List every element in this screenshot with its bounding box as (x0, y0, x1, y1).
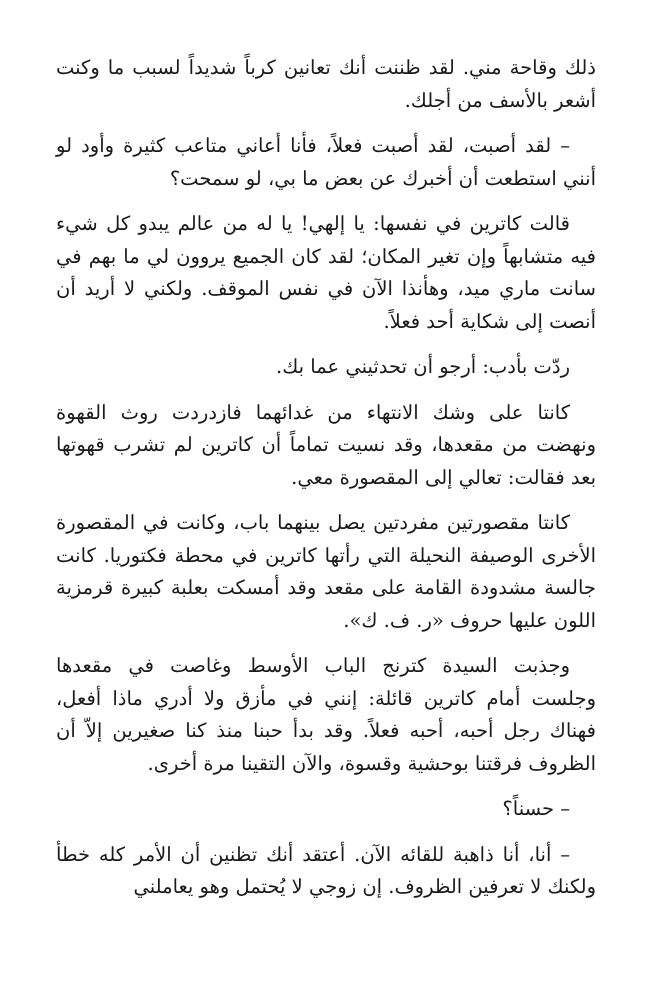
paragraph-2: – لقد أصبت، لقد أصبت فعلاً، فأنا أعاني متاعب كثيرة وأود لو أنني استطعت أن أخبرك عن بعض ما بي، لو سمحت؟ (56, 134, 596, 190)
paragraph-1: ذلك وقاحة مني. لقد ظننت أنك تعانين كرباً شديداً لسبب ما وكنت أشعر بالأسف من أجلك. (56, 56, 596, 112)
paragraph-5: كانتا على وشك الانتهاء من غدائهما فازدردت روث القهوة ونهضت من مقعدها، وقد نسيت تماماً أن كاترين لم تشرب قهوتها بعد فقالت: تعالي إلى المقصورة معي. (56, 400, 596, 489)
paragraph-3: قالت كاترين في نفسها: يا إلهي! يا له من عالم يبدو كل شيء فيه متشابهاً وإن تغير المكان؛ لقد كان الجميع يروون لي ما بهم في سانت ماري ميد، وهأنذا الآن في نفس الموقف. ولكني لا أريد أن أنصت إلى شكاية أحد فعلاً. (56, 212, 596, 333)
paragraph-4: ردّت بأدب: أرجو أن تحدثيني عما بك. (276, 355, 570, 378)
paragraph-7: وجذبت السيدة كترنج الباب الأوسط وغاصت في مقعدها وجلست أمام كاترين قائلة: إنني في مأزق ولا أدري ماذا أفعل، فهناك رجل أحبه، أحبه فعلاً. وقد بدأ حبنا منذ كنا صغيرين إلاّ أن الظروف فرقتنا بوحشية وقسوة، والآن التقينا مرة أخرى. (56, 654, 596, 775)
book-page (56, 52, 596, 917)
paragraph-8: – حسناً؟ (502, 797, 570, 820)
paragraph-9: – أنا، أنا ذاهبة للقائه الآن. أعتقد أنك تظنين أن الأمر كله خطأ ولكنك لا تعرفين الظروف. إن زوجي لا يُحتمل وهو يعاملني (56, 842, 596, 898)
paragraph-6: كانتا مقصورتين مفردتين يصل بينهما باب، وكانت في المقصورة الأخرى الوصيفة النحيلة التي رأتها كاترين في محطة فكتوريا. كانت جالسة مشدودة القامة على مقعد وقد أمسكت بعلبة كبيرة قرمزية اللون عليها حروف «ر. ف. ك». (56, 511, 596, 632)
